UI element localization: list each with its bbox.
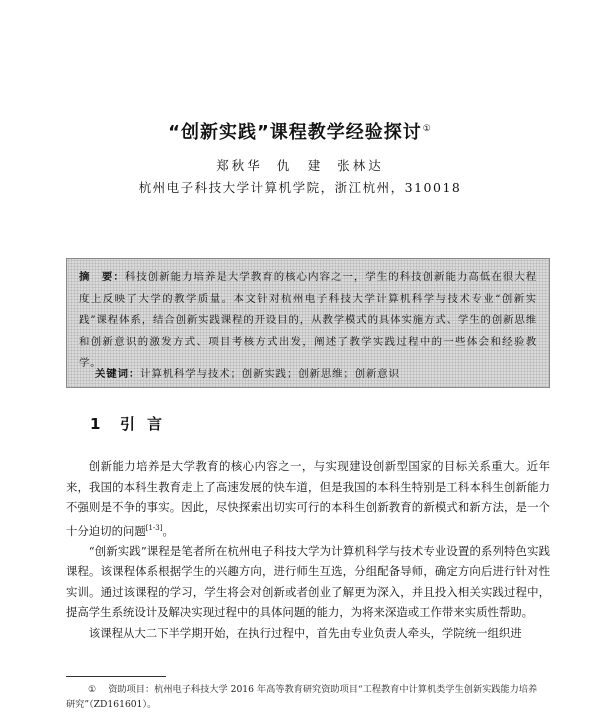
abstract-box <box>66 258 550 388</box>
paper-title-text: “创新实践”课程教学经验探讨 <box>168 122 422 143</box>
section-title: 引言 <box>120 415 175 433</box>
paper-title <box>0 118 600 144</box>
section-number: 1 <box>90 415 101 433</box>
abstract-label: 摘 要： <box>79 271 125 283</box>
footnote <box>66 682 546 712</box>
affiliation: 杭州电子科技大学计算机学院，浙江杭州，310018 <box>138 180 462 195</box>
author-list <box>0 156 600 174</box>
author-name: 郑秋华 <box>216 158 263 173</box>
footnote-divider <box>66 676 166 677</box>
citation: [1-3] <box>145 523 163 532</box>
body-text <box>66 456 550 643</box>
paragraph-text: 创新能力培养是大学教育的核心内容之一，与实现建设创新型国家的目标关系重大。近年来，我国的本科生教育走上了高速发展的快车道，但是我国的本科生特别是工科本科生创新能力不强则是不争的事实。因此，尽快探索出切实可行的本科生创新教育的新模式和新方法，是一个十分迫切的问题 <box>66 459 550 538</box>
section-heading <box>90 413 174 434</box>
author-name: 张林达 <box>337 158 384 173</box>
footnote-mark: ① <box>88 684 97 695</box>
paragraph: “创新实践”课程是笔者所在杭州电子科技大学为计算机科学与技术专业设置的系列特色实践课程。该课程体系根据学生的兴趣方向，进行师生互选，分组配备导师，确定方向后进行针对性实训。通过该课程的学习，学生将会对创新或者创业了解更为深入，并且投入相关实践过程中，提高学生系统设计及解决实现过程中的具体问题的能力，为将来深造或工作带来实质性帮助。 <box>66 543 550 620</box>
author-name: 仇 建 <box>276 158 324 173</box>
footnote-text: 资助项目：杭州电子科技大学 2016 年高等教育研究资助项目“工程教育中计算机类学生创新实践能力培养研究”（ZD161601）。 <box>66 684 538 710</box>
keywords <box>95 365 537 380</box>
abstract <box>79 267 537 375</box>
abstract-text: 科技创新能力培养是大学教育的核心内容之一，学生的科技创新能力高低在很大程度上反映了大学的教学质量。本文针对杭州电子科技大学计算机科学与技术专业“创新实践”课程体系，结合创新实践课程的开设目的，从教学模式的具体实施方式、学生的创新思维和创新意识的激发方式、项目考核方式出发，阐述了教学实践过程中的一些体会和经验教学。 <box>79 271 537 369</box>
paragraph <box>66 456 550 541</box>
title-footnote-mark: ① <box>422 124 432 134</box>
keywords-text: 计算机科学与技术；创新实践；创新思维；创新意识 <box>140 368 400 380</box>
paragraph: 该课程从大二下半学期开始，在执行过程中，首先由专业负责人牵头，学院统一组织进 <box>88 625 522 640</box>
paragraph-end: 。 <box>162 523 174 538</box>
keywords-label: 关键词： <box>95 368 141 380</box>
